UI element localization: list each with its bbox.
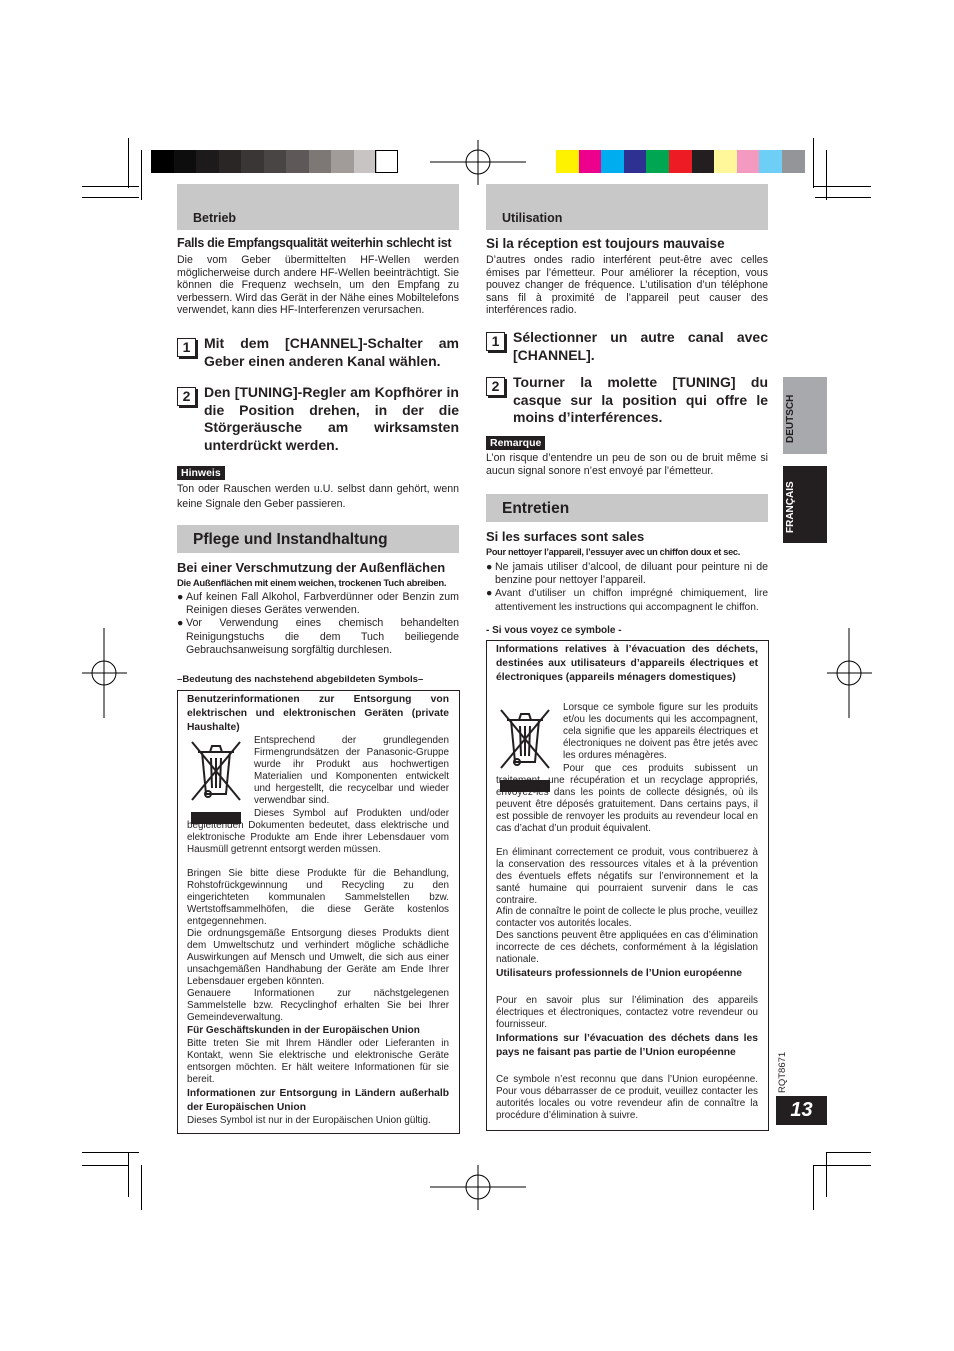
care-title: Entretien (502, 500, 570, 517)
reception-title: Si la réception est toujours mauvaise (486, 236, 725, 251)
box-paragraph: Des sanctions peuvent être appliquées en cas d’élimination incorrecte de ces déchets, conformément à la législation nationale. (496, 930, 758, 965)
registration-mark-top (430, 140, 526, 185)
box-paragraph: Dieses Symbol ist nur in der Europäischen Union gültig. (187, 1115, 431, 1126)
gray-swatch (241, 150, 264, 173)
bullet-mark: ● (486, 561, 493, 573)
step-number: 1 (177, 338, 196, 357)
dirty-title: Si les surfaces sont sales (486, 529, 645, 544)
step-number: 2 (486, 377, 505, 396)
note-tag: Remarque (486, 436, 545, 450)
box-paragraph: Bringen Sie bitte diese Produkte für die Behandlung, Rohstofrückgewinnung und Recycling zu den eingerichteten kommunalen Sammelstellen bzw. Wertstoffsammelhöfen, die diese Geräte kostenlos entgegennehmen. (187, 868, 449, 927)
bullet-text: Auf keinen Fall Alkohol, Farbverdünner oder Benzin zum Reinigen dieses Gerätes verwenden. (186, 591, 459, 616)
box-paragraph: Entsprechend der grundlegenden Firmengrundsätzen der Panasonic-Gruppe wurde ihr Produkt aus hochwertigen Materialien und Komponenten entwickelt und hergestellt, die recycelbar und wieder verwendbar sind. (254, 735, 449, 806)
box-subtitle: Informationen zur Entsorgung in Ländern außerhalb der Europäischen Union (187, 1088, 449, 1113)
color-swatch (646, 150, 669, 173)
bullet-mark: ● (177, 591, 184, 603)
dirty-sub: Die Außenflächen mit einem weichen, trockenen Tuch abreiben. (177, 578, 447, 589)
reception-title: Falls die Empfangsqualität weiterhin schlecht ist (177, 236, 452, 250)
bullet-text: Vor Verwendung eines chemisch behandelten Reinigungstuchs die dem Tuch beiliegende Gebrauchsanweisung sorgfältig durchlesen. (186, 617, 459, 656)
registration-mark-right (827, 628, 872, 718)
color-swatch (759, 150, 782, 173)
bullet-mark: ● (486, 587, 493, 599)
white-swatch (375, 150, 398, 173)
box-paragraph: En éliminant correctement ce produit, vous contribuerez à la conservation des ressources vitales et à la prévention des éventuels effets négatifs sur l’environnement et la santé humaine qui pourraient survenir dans le cas contraire. (496, 847, 758, 906)
box-paragraph: Dieses Symbol auf Produkten und/oder begleitenden Dokumenten bedeutet, dass elektrische und elektronische Produkte am Ende ihrer Lebensdauer vom Hausmüll getrennt entsorgt werden müssen. (187, 808, 449, 855)
color-swatch (782, 150, 805, 173)
box-paragraph: Afin de connaître le point de collecte le plus proche, veuillez contacter vos autorités locales. (496, 906, 758, 929)
header-label: Betrieb (193, 211, 237, 225)
bullet-text: Ne jamais utiliser d’alcool, de diluant pour peinture ni de benzine pour nettoyer l’appareil. (495, 561, 768, 586)
header-label: Utilisation (502, 211, 563, 225)
bullet-text: Avant d’utiliser un chiffon imprégné chimiquement, lire attentivement les instructions qui accompagnent le chiffon. (495, 588, 768, 613)
symbol-heading: –Bedeutung des nachstehend abgebildeten Symbols– (177, 674, 424, 685)
color-swatch (669, 150, 692, 173)
gray-swatch (286, 150, 309, 173)
registration-mark-left (82, 628, 127, 718)
box-title: Benutzerinformationen zur Entsorgung von elektrischen und elektronischen Geräten (private Haushalte) (187, 694, 449, 733)
gray-swatch (219, 150, 242, 173)
symbol-heading: - Si vous voyez ce symbole - (486, 625, 622, 636)
gray-swatch (151, 150, 174, 173)
dirty-sub: Pour nettoyer l’appareil, l’essuyer avec un chiffon doux et sec. (486, 547, 740, 557)
step-text: Tourner la molette [TUNING] du casque sur la position qui offre le moins d’interférences. (513, 374, 768, 425)
box-paragraph: Genauere Informationen zur nächstgelegenen Sammelstelle bzw. Recyclinghof erhalten Sie bei Ihrer Gemeindeverwaltung. (187, 988, 449, 1023)
gray-swatch (174, 150, 197, 173)
gray-swatch (309, 150, 332, 173)
gray-swatch (331, 150, 354, 173)
color-swatch (624, 150, 647, 173)
dirty-title: Bei einer Verschmutzung der Außenflächen (177, 560, 446, 575)
box-title: Informations relatives à l’évacuation des déchets, destinées aux utilisateurs d’appareils électriques et électroniques (appareils ménagers domestiques) (496, 644, 758, 683)
step-text: Den [TUNING]-Regler am Kopfhörer in die Position drehen, in der die Störgeräusche am wirksamsten unterdrückt werden. (204, 384, 459, 453)
box-paragraph: Die ordnungsgemäße Entsorgung dieses Produkts dient dem Umweltschutz und verhindert mögliche schädliche Auswirkungen auf Mensch und Umwelt, die sich aus einer unsachgemäßen Handhabung der Geräte am Ende Ihrer Lebensdauer ergeben könnten. (187, 928, 449, 987)
box-paragraph: Pour que ces produits subissent un traitement, une récupération et un recyclage appropriés, envoyez-les dans les points de collecte désignés, où ils peuvent être déposés gratuitement. Dans certains pays, il est possible de renvoyer les produits au revendeur local en cas d’achat d’un produit équivalent. (496, 763, 758, 834)
box-subtitle: Für Geschäftskunden in der Europäischen Union (187, 1025, 420, 1036)
reception-text: D’autres ondes radio interférent peut-être avec celles émises par l’émetteur. Pour améliorer la réception, vous pouvez changer de fréquence. L’utilisation d’un téléphone sans fil à proximité de l’appareil peut causer des interférences radio. (486, 254, 768, 317)
bullet-mark: ● (177, 617, 184, 629)
box-paragraph: Lorsque ce symbole figure sur les produits et/ou les documents qui les accompagnent, cela signifie que les appareils électriques et électroniques ne doivent pas être jetés avec les ordures ménagères. (563, 702, 758, 761)
step-text: Mit dem [CHANNEL]-Schalter am Geber einen anderen Kanal wählen. (204, 335, 459, 369)
note-text: L’on risque d’entendre un peu de son ou de bruit même si aucun signal sonore n’est envoyé par l’émetteur. (486, 452, 768, 477)
step-text: Sélectionner un autre canal avec [CHANNEL]. (513, 329, 768, 363)
box-paragraph: Pour en savoir plus sur l’élimination des appareils électriques et électroniques, contactez votre revendeur ou fournisseur. (496, 995, 758, 1030)
gray-swatch (196, 150, 219, 173)
box-paragraph: Ce symbole n’est reconnu que dans l’Union européenne. Pour vous débarrasser de ce produit, veuillez contacter les autorités locales ou votre revendeur afin de connaître la procédure d’élimination à suivre. (496, 1074, 758, 1121)
color-swatch (556, 150, 579, 173)
step-number: 1 (486, 332, 505, 351)
box-subtitle: Utilisateurs professionnels de l’Union européenne (496, 968, 743, 979)
tab-francais-label: FRANÇAIS (785, 481, 796, 533)
registration-mark-bottom (430, 1165, 526, 1210)
care-title: Pflege und Instandhaltung (193, 531, 388, 548)
color-swatch (692, 150, 715, 173)
reception-text: Die vom Geber übermittelten HF-Wellen werden möglicherweise durch andere HF-Wellen beeinträchtigt. Sie können die Frequenz wechseln, um den Empfang zu verbessern. Wird das Gerät in der Nähe eines Mobiltelefons verwendet, kann dies HF-Interferenzen verursachen. (177, 254, 459, 317)
box-subtitle: Informations sur l’évacuation des déchets dans les pays ne faisant pas partie de l’Union européenne (496, 1033, 758, 1058)
step-number: 2 (177, 387, 196, 406)
box-paragraph: Bitte treten Sie mit Ihrem Händler oder Lieferanten in Kontakt, wenn Sie elektrische und elektronische Geräte entsorgen möchten. Er hält weitere Informationen für sie bereit. (187, 1038, 449, 1085)
note-tag: Hinweis (177, 466, 225, 480)
model-code: RQT8671 (777, 1051, 788, 1093)
gray-swatch (354, 150, 377, 173)
gray-swatch (264, 150, 287, 173)
page-number: 13 (776, 1096, 827, 1125)
color-swatch (601, 150, 624, 173)
tab-deutsch-label: DEUTSCH (785, 394, 796, 443)
color-swatch (737, 150, 760, 173)
note-text: Ton oder Rauschen werden u.U. selbst dann gehört, wenn keine Signale den Geber passieren. (177, 483, 459, 510)
color-swatch (714, 150, 737, 173)
color-swatch (579, 150, 602, 173)
